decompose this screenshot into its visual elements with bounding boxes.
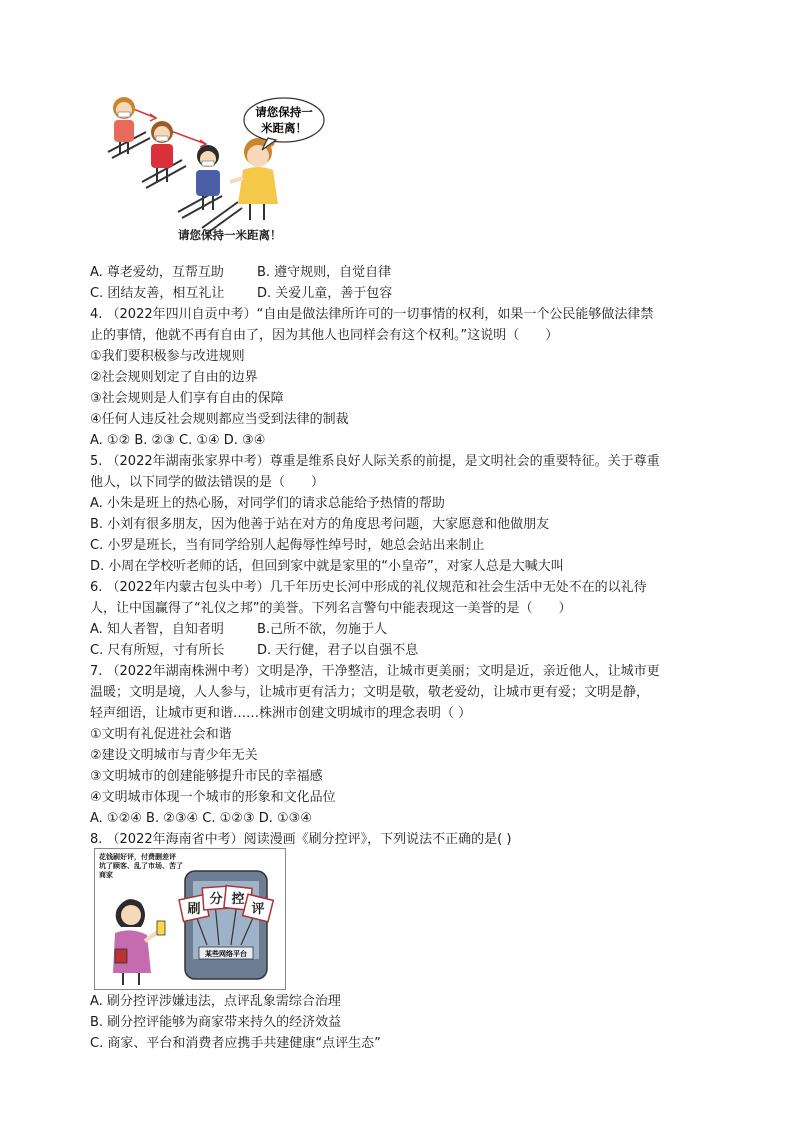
statement-1: ①我们要积极参与改进规则 (90, 349, 245, 364)
statement-1: ①文明有礼促进社会和谐 (90, 727, 232, 742)
answer-options[interactable]: A. ①②④ B. ②③④ C. ①②③ D. ①③④ (90, 811, 312, 826)
question-stem: 轻声细语，让城市更和谐……株洲市创建文明城市的理念表明（ ） (90, 706, 472, 721)
question-stem: 温暖；文明是境，人人参与，让城市更有活力；文明是敬，敬老爱幼，让城市更有爱；文明是静， (90, 685, 650, 700)
cartoon-illustration (95, 849, 285, 989)
person-4-speaker (230, 137, 278, 220)
option-a[interactable]: A. 尊老爱幼，互帮互助 (90, 265, 224, 280)
option-d[interactable]: D. 天行健，君子以自强不息 (257, 643, 419, 658)
statement-4: ④任何人违反社会规则都应当受到法律的制裁 (90, 412, 349, 427)
option-b[interactable]: B. 刷分控评能够为商家带来持久的经济效益 (90, 1015, 342, 1030)
sign-char-2: 分 (209, 892, 223, 907)
option-c[interactable]: C. 团结友善，相互礼让 (90, 286, 225, 301)
platform-label: 某些网络平台 (205, 950, 247, 958)
social-distance-cartoon (98, 90, 328, 250)
option-c[interactable]: C. 尺有所短，寸有所长 (90, 643, 225, 658)
option-d[interactable]: D. 关爱儿童，善于包容 (257, 286, 393, 301)
option-c[interactable]: C. 商家、平台和消费者应携手共建健康“点评生态” (90, 1036, 381, 1051)
question-stem: 7. （2022年湖南株洲中考）文明是净，干净整洁，让城市更美丽；文明是近，亲近他人，让城市更 (90, 664, 660, 679)
statement-2: ②建设文明城市与青少年无关 (90, 748, 258, 763)
question-stem: 他人，以下同学的做法错误的是（ ） (90, 475, 325, 490)
question-8-options (90, 991, 710, 1054)
question-stem: 人，让中国赢得了“礼仪之邦”的美誉。下列名言警句中能表现这一美誉的是（ ） (90, 601, 572, 616)
option-row-1 (90, 619, 710, 640)
option-row-1 (90, 262, 710, 283)
option-row-2 (90, 640, 710, 661)
statement-2: ②社会规则划定了自由的边界 (90, 370, 258, 385)
cartoon-caption: 花钱刷好评，付费删差评 坑了顾客、乱了市场、苦了商家 (99, 853, 183, 879)
bubble-text-line1: 请您保持一 (255, 105, 313, 119)
question-stem: 止的事情，他就不再有自由了，因为其他人也同样会有这个权利。”这说明（ ） (90, 328, 559, 343)
question-6 (90, 577, 710, 661)
option-d[interactable]: D. 小周在学校听老师的话，但回到家中就是家里的“小皇帝”，对家人总是大喊大叫 (90, 559, 564, 574)
sign-char-1: 刷 (187, 902, 201, 917)
question-stem: 8. （2022年海南省中考）阅读漫画《刷分控评》，下列说法不正确的是( ) (90, 832, 512, 847)
question-stem: 4. （2022年四川自贡中考）“自由是做法律所许可的一切事情的权利，如果一个公民能够做法律禁 (90, 307, 654, 322)
statement-3: ③社会规则是人们享有自由的保障 (90, 391, 284, 406)
queue-illustration (98, 90, 328, 250)
figure-caption: 请您保持一米距离！ (178, 228, 282, 242)
person-1 (113, 97, 135, 154)
sign-char-4: 评 (251, 902, 265, 917)
question-stem: 5. （2022年湖南张家界中考）尊重是维系良好人际关系的前提，是文明社会的重要特征。关于尊重 (90, 454, 660, 469)
bubble-text-line2: 米距离！ (261, 121, 307, 135)
person-2 (151, 121, 173, 182)
question-5 (90, 451, 710, 577)
option-b[interactable]: B.己所不欲，勿施于人 (257, 622, 388, 637)
option-b[interactable]: B. 遵守规则，自觉自律 (257, 265, 392, 280)
option-a[interactable]: A. 刷分控评涉嫌违法，点评乱象需综合治理 (90, 994, 341, 1009)
rating-manipulation-cartoon (94, 848, 286, 990)
option-b[interactable]: B. 小刘有很多朋友，因为他善于站在对方的角度思考问题，大家愿意和他做朋友 (90, 517, 550, 532)
option-row-2 (90, 283, 710, 304)
option-c[interactable]: C. 小罗是班长，当有同学给别人起侮辱性绰号时，她总会站出来制止 (90, 538, 485, 553)
statement-4: ④文明城市体现一个城市的形象和文化品位 (90, 790, 336, 805)
question-8 (90, 829, 710, 850)
question-7 (90, 661, 710, 829)
option-a[interactable]: A. 知人者智，自知者明 (90, 622, 224, 637)
sign-char-3: 控 (231, 892, 245, 907)
answer-options[interactable]: A. ①② B. ②③ C. ①④ D. ③④ (90, 433, 266, 448)
question-3-options (90, 262, 710, 304)
question-4 (90, 304, 710, 451)
shopper-figure (113, 899, 165, 985)
statement-3: ③文明城市的创建能够提升市民的幸福感 (90, 769, 323, 784)
question-stem: 6. （2022年内蒙古包头中考）几千年历史长河中形成的礼仪规范和社会生活中无处不在的以礼待 (90, 580, 647, 595)
option-a[interactable]: A. 小朱是班上的热心肠，对同学们的请求总能给予热情的帮助 (90, 496, 445, 511)
